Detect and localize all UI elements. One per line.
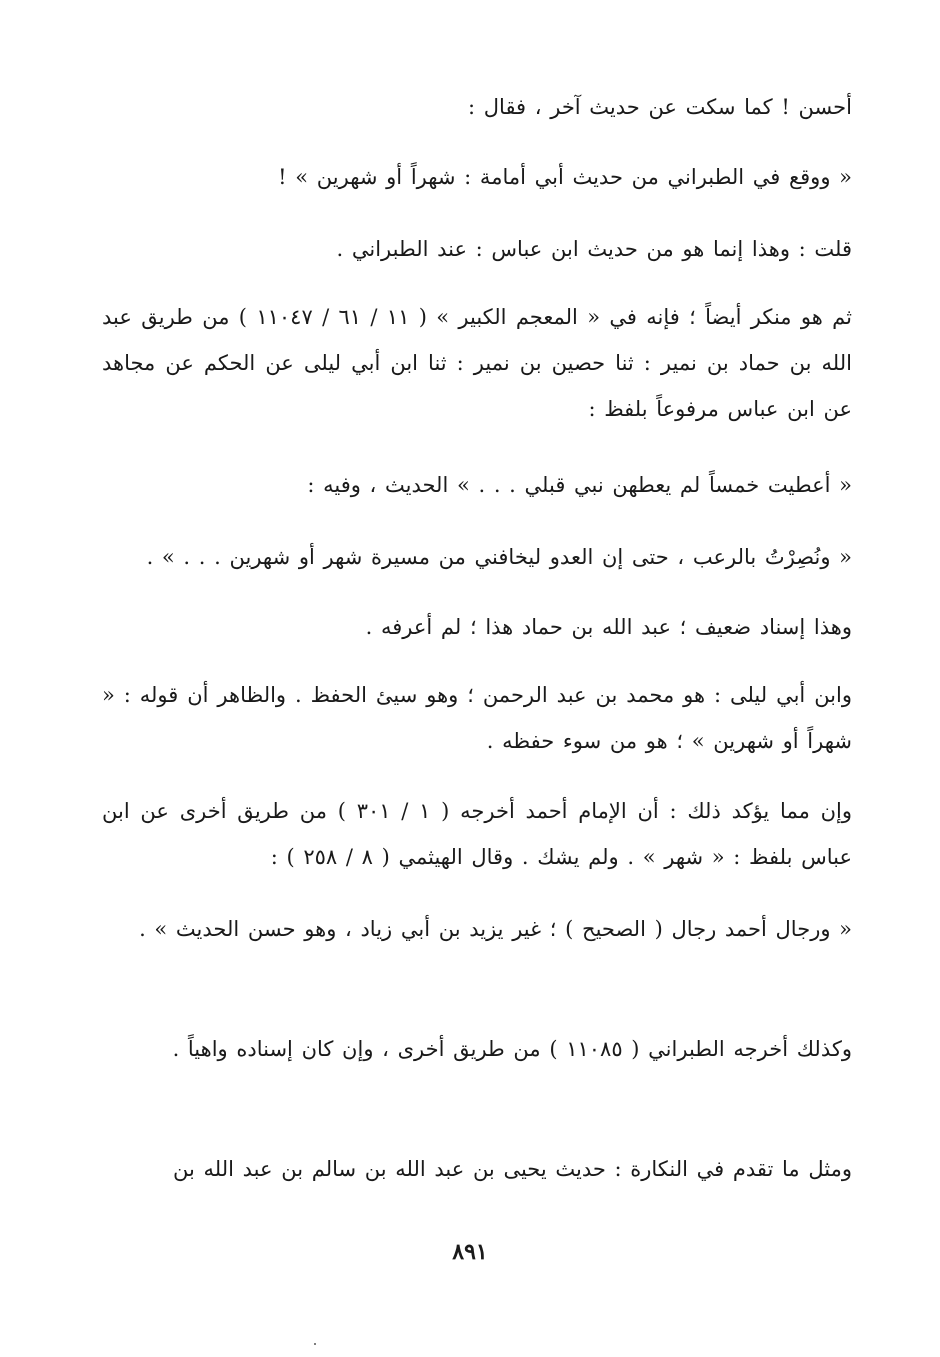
paragraph-9: وإن مما يؤكد ذلك : أن الإمام أحمد أخرجه ( ١ / ٣٠١ ) من طريق أخرى عن ابن عباس بلفظ : « شهر » . ولم يشك . وقال الهيثمي ( ٨ / ٢٥٨ ) :	[102, 799, 852, 869]
page-number: ٨٩١	[452, 1239, 488, 1265]
paragraph-1: أحسن ! كما سكت عن حديث آخر ، فقال :	[468, 95, 852, 119]
paragraph-4: ثم هو منكر أيضاً ؛ فإنه في « المعجم الكبير » ( ١١ / ٦١ / ١١٠٤٧ ) من طريق عبد الله بن حماد بن نمير : ثنا حصين بن نمير : ثنا ابن أبي ليلى عن الحكم عن مجاهد عن ابن عباس مرفوعاً بلفظ :	[102, 305, 852, 421]
paragraph-12: ومثل ما تقدم في النكارة : حديث يحيى بن عبد الله بن سالم بن عبد الله بن	[173, 1157, 852, 1181]
paragraph-5-quote: « أعطيت خمساً لم يعطهن نبي قبلي . . . » الحديث ، وفيه :	[307, 473, 852, 497]
paragraph-8: وابن أبي ليلى : هو محمد بن عبد الرحمن ؛ وهو سيئ الحفظ . والظاهر أن قوله : « شهراً أو شهرين » ؛ هو من سوء حفظه .	[102, 683, 852, 753]
paragraph-10-quote: « ورجال أحمد رجال ( الصحيح ) ؛ غير يزيد بن أبي زياد ، وهو حسن الحديث » .	[139, 917, 852, 941]
paragraph-11: وكذلك أخرجه الطبراني ( ١١٠٨٥ ) من طريق أخرى ، وإن كان إسناده واهياً .	[172, 1037, 852, 1061]
paragraph-3: قلت : وهذا إنما هو من حديث ابن عباس : عند الطبراني .	[336, 237, 852, 261]
paragraph-2-quote: « ووقع في الطبراني من حديث أبي أمامة : شهراً أو شهرين » !	[278, 165, 852, 189]
paragraph-6-quote: « ونُصِرْتُ بالرعب ، حتى إن العدو ليخافني من مسيرة شهر أو شهرين . . . » .	[146, 545, 852, 569]
paragraph-7: وهذا إسناد ضعيف ؛ عبد الله بن حماد هذا ؛ لم أعرفه .	[365, 615, 852, 639]
scan-speck	[314, 1343, 316, 1345]
